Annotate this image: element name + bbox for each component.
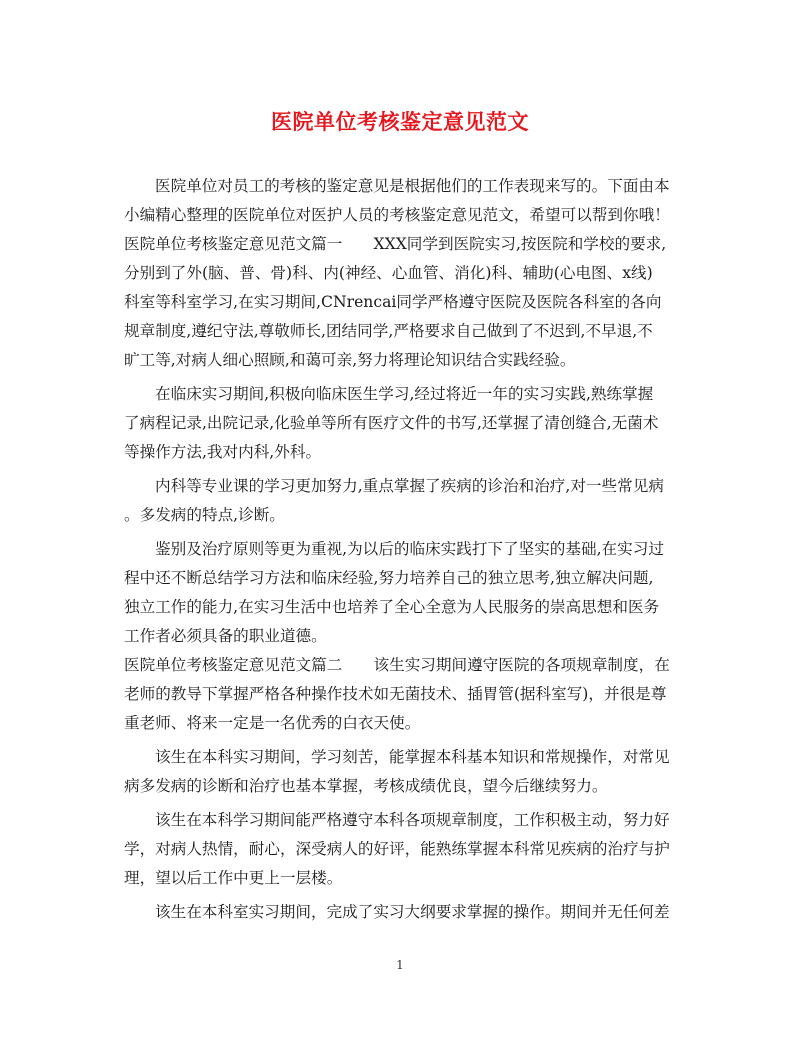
- document-body: [124, 172, 680, 927]
- text-line: 该生在本科实习期间，学习刻苦，能掌握本科基本知识和常规操作，对常见: [155, 748, 670, 766]
- text-line: 医院单位考核鉴定意见范文篇一 XXX同学到医院实习,按医院和学校的要求,: [124, 235, 667, 253]
- text-line: 在临床实习期间,积极向临床医生学习,经过将近一年的实习实践,熟练掌握: [155, 385, 654, 403]
- text-line: 工作者必须具备的职业道德。: [124, 627, 327, 645]
- text-line: 旷工等,对病人细心照顾,和蔼可亲,努力将理论知识结合实践经验。: [124, 351, 576, 369]
- text-line: 学，对病人热情，耐心，深受病人的好评，能熟练掌握本科常见疾病的治疗与护: [124, 840, 670, 858]
- document-title: 医院单位考核鉴定意见范文: [271, 109, 529, 134]
- text-line: 该生在本科学习期间能严格遵守本科各项规章制度，工作积极主动，努力好: [155, 811, 670, 829]
- text-line: 了病程记录,出院记录,化验单等所有医疗文件的书写,还掌握了清创缝合,无菌术: [124, 414, 659, 432]
- text-line: 老师的教导下掌握严格各种操作技术如无菌技术、插胃管(据科室写)，并很是尊: [124, 685, 667, 703]
- text-line: 独立工作的能力,在实习生活中也培养了全心全意为人民服务的崇高思想和医务: [124, 598, 660, 616]
- text-line: 鉴别及治疗原则等更为重视,为以后的临床实践打下了坚实的基础,在实习过: [155, 540, 664, 558]
- text-line: 科室等科室学习,在实习期间,CNrencai同学严格遵守医院及医院各科室的各向: [124, 293, 662, 311]
- text-line: 分别到了外(脑、普、骨)科、内(神经、心血管、消化)科、辅助(心电图、x线): [124, 264, 653, 282]
- text-line: 重老师、将来一定是一名优秀的白衣天使。: [124, 714, 421, 732]
- text-line: 该生在本科室实习期间，完成了实习大纲要求掌握的操作。期间并无任何差: [155, 903, 670, 921]
- text-line: 医院单位考核鉴定意见范文篇二 该生实习期间遵守医院的各项规章制度，在: [124, 656, 670, 674]
- page-number: 1: [396, 958, 404, 972]
- text-line: 内科等专业课的学习更加努力,重点掌握了疾病的诊治和治疗,对一些常见病: [155, 477, 664, 495]
- text-line: 等操作方法,我对内科,外科。: [124, 443, 322, 461]
- text-line: 理，望以后工作中更上一层楼。: [124, 869, 343, 887]
- text-line: 程中还不断总结学习方法和临床经验,努力培养自己的独立思考,独立解决问题,: [124, 569, 654, 587]
- text-line: 小编精心整理的医院单位对医护人员的考核鉴定意见范文，希望可以帮到你哦！: [124, 206, 670, 224]
- text-line: 。多发病的特点,诊断。: [124, 506, 285, 524]
- text-line: 规章制度,遵纪守法,尊敬师长,团结同学,严格要求自己做到了不迟到,不早退,不: [124, 322, 653, 340]
- text-line: 医院单位对员工的考核的鉴定意见是根据他们的工作表现来写的。下面由本: [155, 177, 670, 195]
- text-line: 病多发病的诊断和治疗也基本掌握，考核成绩优良，望今后继续努力。: [124, 777, 608, 795]
